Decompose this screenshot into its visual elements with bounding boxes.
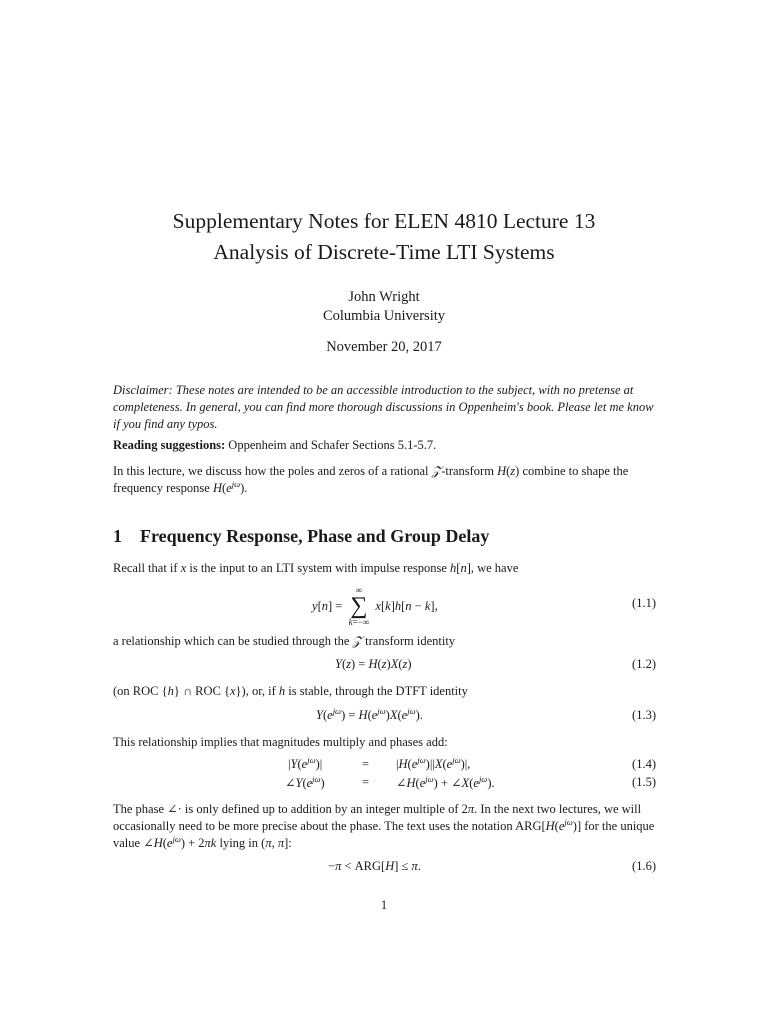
equation-number: (1.5) (632, 775, 656, 789)
paper-date: November 20, 2017 (326, 339, 442, 355)
author-name: John Wright (348, 289, 420, 305)
equation-convolution: y[n] = ∞ ∑ k=−∞ x[k]h[n − k], (312, 585, 438, 627)
phase-text-1: The phase (113, 802, 168, 816)
phase-text-6: : (288, 836, 292, 850)
equation-phase: $\angle Y(e^{j\omega})$ (285, 773, 325, 790)
math-h-ejw: H (212, 481, 222, 495)
equation-dtft: $Y(e^{j\omega}) = H(e^{j\omega})X(e^{j\omega})$. (316, 705, 423, 722)
phase-text-4: for the unique value (113, 819, 655, 850)
reading-label: Reading suggestions: (113, 438, 226, 452)
title-line-2: Analysis of Discrete-Time LTI Systems (213, 240, 555, 264)
equation-number: (1.4) (632, 757, 656, 771)
relationship-paragraph: a relationship which can be studied through the 𝒵 transform identity (113, 634, 456, 648)
intro-text-3: combine to shape the frequency response (113, 464, 629, 495)
equation-arg-range: −π < ARG[H] ≤ π. (328, 859, 421, 873)
disclaimer-paragraph: Disclaimer: These notes are intended to be an accessible introduction to the subject, with no pretense at completeness. In general, you can find more thorough discussions in Oppenheim's book. Please let me know if you find any typos. (113, 383, 654, 431)
section-heading (113, 526, 489, 547)
roc-text-1: (on ROC (113, 684, 162, 698)
equation-z-transform: Y(z) = H(z)X(z) (335, 657, 412, 671)
section-number: 1 (113, 526, 122, 546)
intro-text-4: . (244, 481, 248, 495)
intro-text-1: In this lecture, we discuss how the poles and zeros of a rational (113, 464, 432, 478)
reading-suggestions (113, 437, 658, 454)
recall-text-2: is the input to an LTI system with impulse response (186, 561, 451, 575)
equation-number: (1.1) (632, 596, 656, 610)
intro-text-2: -transform (441, 464, 498, 478)
intro-paragraph: In this lecture, we discuss how the poles and zeros of a rational 𝒵-transform H(z) combine to shape the frequency response $H(e^{j\omega})$. (113, 464, 629, 495)
roc-paragraph: (on ROC {h} ∩ ROC {x}), or, if h is stable, through the DTFT identity (113, 684, 468, 698)
roc-text-3: is stable, through the DTFT identity (285, 684, 468, 698)
equation-number: (1.6) (632, 859, 656, 873)
author-affiliation: Columbia University (322, 308, 446, 324)
relationship-text-1: a relationship which can be studied through the (113, 634, 353, 648)
section-title: Frequency Response, Phase and Group Delay (140, 526, 490, 546)
recall-paragraph: Recall that if x is the input to an LTI system with impulse response h[n], we have (113, 561, 519, 575)
paper-title (0, 206, 768, 268)
document-page: Supplementary Notes for ELEN 4810 Lecture 13 Analysis of Discrete-Time LTI Systems John Wright Columbia University November 20, 2017 Disclaimer: These notes are intended to be an accessible introduction to the subject, with no pretense at completeness. In general, you can find more thorough discussions in Oppenheim's book. Please let me know if you find any typos. Reading suggestions: Oppenheim and Schafer Sections 5.1-5.7. In this lecture, we discuss how the poles and zeros of a rational 𝒵-transform H(z) combine to shape the frequency response $H(e^{j\omega})$. 1 Frequency Response, Phase and Group Delay Recall that if x is the input to an LTI system with impulse response h[n], we have y[n] = ∞ ∑ k=−∞ x[k]h[n − k], (1.1) a relationship which can be studied through the 𝒵 transform identity Y(z) = H(z)X(z) (1.2) (on ROC {h} ∩ ROC {x}), or, if h is stable, through the DTFT identity $Y(e^{j\omega}) = H(e^{j\omega})X(e^{j\omega})$. (1.3) This relationship implies that magnitudes multiply and phases add: $|Y(e^{j\omega})|$ = $|H(e^{j\omega})||X(e^{j\omega})|$, (1.4) $\angle Y(e^{j\omega})$ = $\angle H(e^{j\omega})$ + $\angle X(e^{j\omega})$. (1.5) The phase ∠· is only defined up to addition by an integer multiple of 2π. In the next two lectures, we will occasionally need to be more precise about the phase. The text uses the notation $ARG[H(e^{j\omega})]$ for the unique value $\angle H(e^{j\omega}) + 2\pi k$ lying in (π, π]: −π < ARG[H] ≤ π. (1.6) 1 (0, 0, 768, 1024)
magphase-paragraph: This relationship implies that magnitudes multiply and phases add: (113, 735, 448, 749)
equation-number: (1.2) (632, 657, 656, 671)
reading-text: Oppenheim and Schafer Sections 5.1-5.7. (225, 438, 437, 452)
phase-text-2: is only defined up to addition by an integer multiple of (181, 802, 462, 816)
recall-text-3: , we have (470, 561, 519, 575)
relationship-text-2: transform identity (362, 634, 456, 648)
phase-text-3: . In the next two lectures, we will occasionally need to be more precise about the phase. The text uses the notation (113, 802, 642, 833)
math-z-script: 𝒵 (431, 464, 442, 478)
page-number: 1 (380, 898, 388, 912)
math-h-of-z: H (497, 464, 507, 478)
equation-number: (1.3) (632, 708, 656, 722)
phase-text-5: lying in (216, 836, 262, 850)
title-line-1: Supplementary Notes for ELEN 4810 Lecture 13 (172, 209, 596, 233)
recall-text-1: Recall that if (113, 561, 181, 575)
equation-magnitude: $|Y(e^{j\omega})|$ (288, 754, 323, 771)
roc-text-2: ), or, if (241, 684, 279, 698)
summation-symbol: ∞ ∑ k=−∞ (348, 585, 370, 627)
author-block (0, 288, 768, 326)
phase-paragraph: The phase ∠· is only defined up to addition by an integer multiple of 2π. In the next two lectures, we will occasionally need to be more precise about the phase. The text uses the notation $ARG[H(e^{j\omega})]$ for the unique value $\angle H(e^{j\omega}) + 2\pi k$ lying in (π, π]: (113, 802, 655, 850)
